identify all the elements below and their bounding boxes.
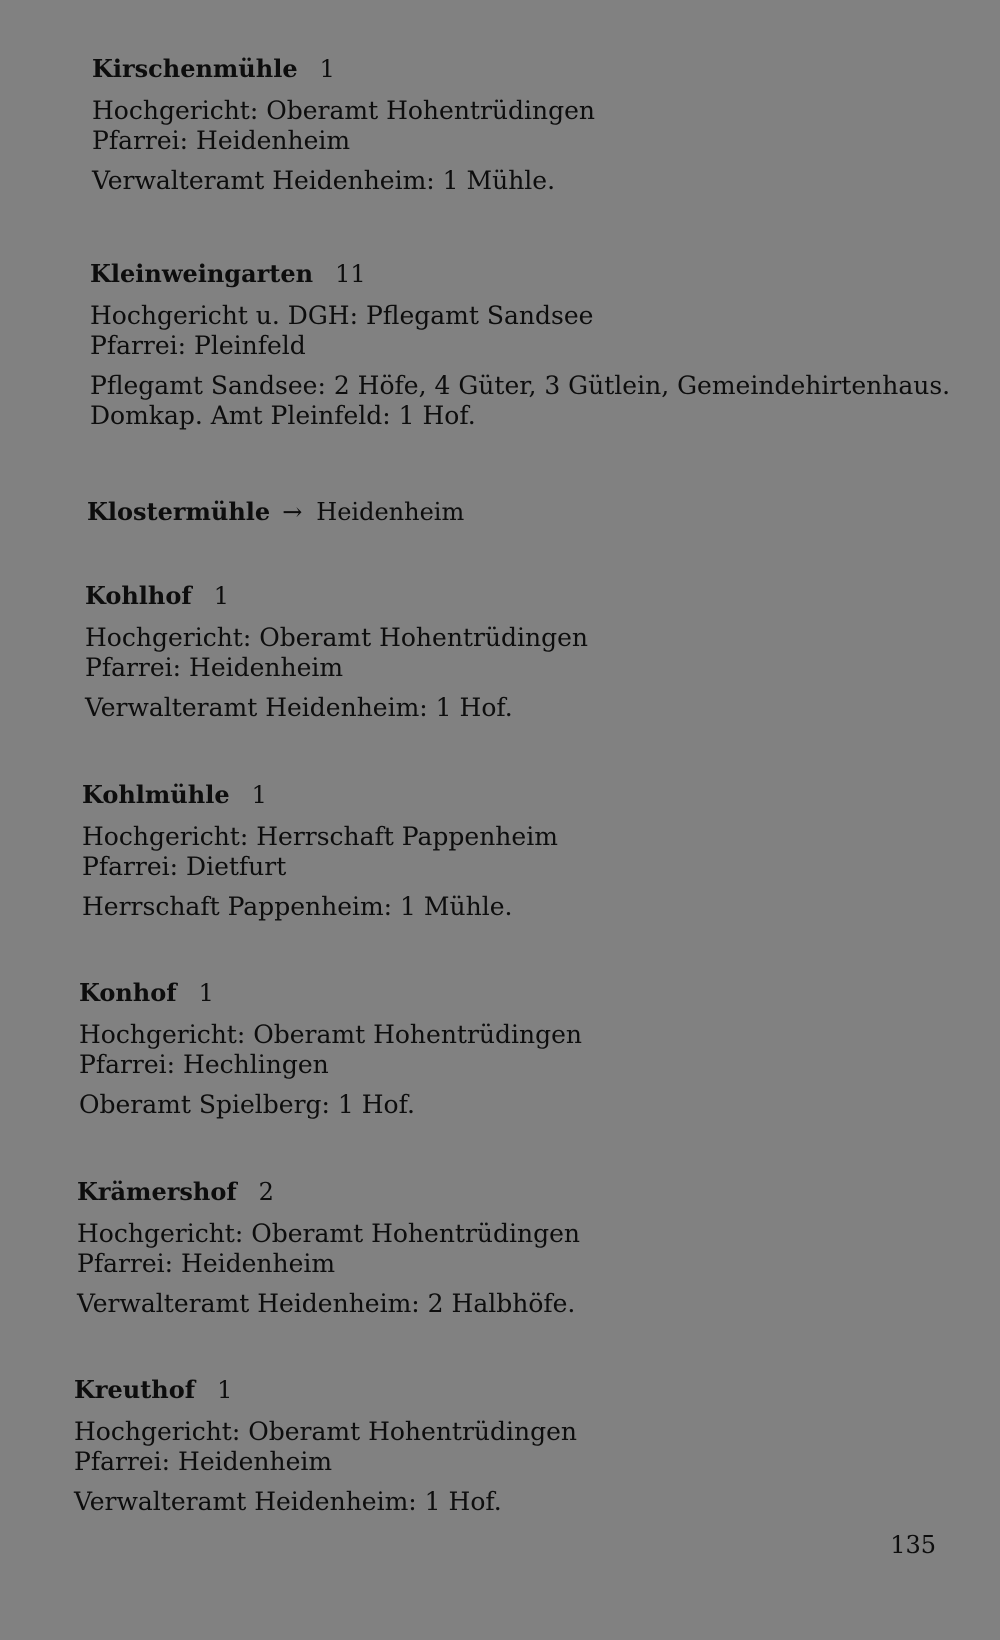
parish-line: Pfarrei: Dietfurt — [82, 852, 287, 881]
holding-line: Oberamt Spielberg: 1 Hof. — [79, 1090, 415, 1119]
page-number: 135 — [890, 1531, 936, 1559]
entry-konhof — [79, 978, 959, 1120]
holding-line: Domkap. Amt Pleinfeld: 1 Hof. — [90, 401, 476, 430]
holding-line: Verwalteramt Heidenheim: 2 Halbhöfe. — [77, 1289, 576, 1318]
entry-heading — [74, 1375, 954, 1405]
holdings-block — [74, 1487, 954, 1517]
household-count: 1 — [213, 582, 229, 610]
entry-kirschenmuehle — [92, 54, 972, 196]
jurisdiction-block — [90, 301, 970, 361]
jurisdiction-block — [74, 1417, 954, 1477]
holdings-block — [92, 166, 972, 196]
holdings-block — [79, 1090, 959, 1120]
parish-line: Pfarrei: Heidenheim — [85, 653, 344, 682]
entry-kohlhof — [85, 581, 965, 723]
jurisdiction-line: Hochgericht: Oberamt Hohentrüdingen — [85, 623, 589, 652]
holdings-block — [82, 892, 962, 922]
jurisdiction-line: Hochgericht: Oberamt Hohentrüdingen — [92, 96, 596, 125]
entry-heading — [92, 54, 972, 84]
jurisdiction-block — [85, 623, 965, 683]
entry-kraemershof — [77, 1177, 957, 1319]
holdings-block — [85, 693, 965, 723]
jurisdiction-line: Hochgericht u. DGH: Pflegamt Sandsee — [90, 301, 594, 330]
jurisdiction-line: Hochgericht: Oberamt Hohentrüdingen — [74, 1417, 578, 1446]
entry-heading — [87, 497, 967, 527]
holding-line: Verwalteramt Heidenheim: 1 Mühle. — [92, 166, 556, 195]
entry-heading — [79, 978, 959, 1008]
entry-heading — [85, 581, 965, 611]
jurisdiction-block — [79, 1020, 959, 1080]
parish-line: Pfarrei: Heidenheim — [74, 1447, 333, 1476]
jurisdiction-line: Hochgericht: Oberamt Hohentrüdingen — [79, 1020, 583, 1049]
holdings-block — [77, 1289, 957, 1319]
parish-line: Pfarrei: Heidenheim — [92, 126, 351, 155]
entry-klostermuehle — [87, 497, 967, 527]
place-name: Klostermühle — [87, 497, 271, 526]
place-name: Krämershof — [77, 1177, 237, 1206]
holdings-block — [90, 371, 970, 431]
jurisdiction-line: Hochgericht: Oberamt Hohentrüdingen — [77, 1219, 581, 1248]
jurisdiction-block — [82, 822, 962, 882]
parish-line: Pfarrei: Heidenheim — [77, 1249, 336, 1278]
place-name: Kohlhof — [85, 581, 192, 610]
place-name: Kreuthof — [74, 1375, 196, 1404]
parish-line: Pfarrei: Hechlingen — [79, 1050, 329, 1079]
cross-reference: Heidenheim — [316, 498, 465, 526]
entry-kohlmuehle — [82, 780, 962, 922]
household-count: 11 — [335, 260, 366, 288]
jurisdiction-line: Hochgericht: Herrschaft Pappenheim — [82, 822, 558, 851]
arrow-right-icon: → — [282, 498, 303, 526]
holding-line: Pflegamt Sandsee: 2 Höfe, 4 Güter, 3 Gütlein, Gemeindehirtenhaus. — [90, 371, 951, 400]
parish-line: Pfarrei: Pleinfeld — [90, 331, 306, 360]
household-count: 1 — [217, 1376, 233, 1404]
entry-heading — [77, 1177, 957, 1207]
place-name: Kleinweingarten — [90, 259, 314, 288]
entry-heading — [82, 780, 962, 810]
entry-kleinweingarten — [90, 259, 970, 431]
entry-kreuthof — [74, 1375, 954, 1517]
holding-line: Verwalteramt Heidenheim: 1 Hof. — [74, 1487, 502, 1516]
holding-line: Verwalteramt Heidenheim: 1 Hof. — [85, 693, 513, 722]
entry-heading — [90, 259, 970, 289]
household-count: 1 — [198, 979, 214, 1007]
household-count: 2 — [258, 1178, 274, 1206]
jurisdiction-block — [77, 1219, 957, 1279]
jurisdiction-block — [92, 96, 972, 156]
place-name: Konhof — [79, 978, 177, 1007]
place-name: Kohlmühle — [82, 780, 230, 809]
household-count: 1 — [251, 781, 267, 809]
place-name: Kirschenmühle — [92, 54, 298, 83]
holding-line: Herrschaft Pappenheim: 1 Mühle. — [82, 892, 513, 921]
household-count: 1 — [319, 55, 335, 83]
